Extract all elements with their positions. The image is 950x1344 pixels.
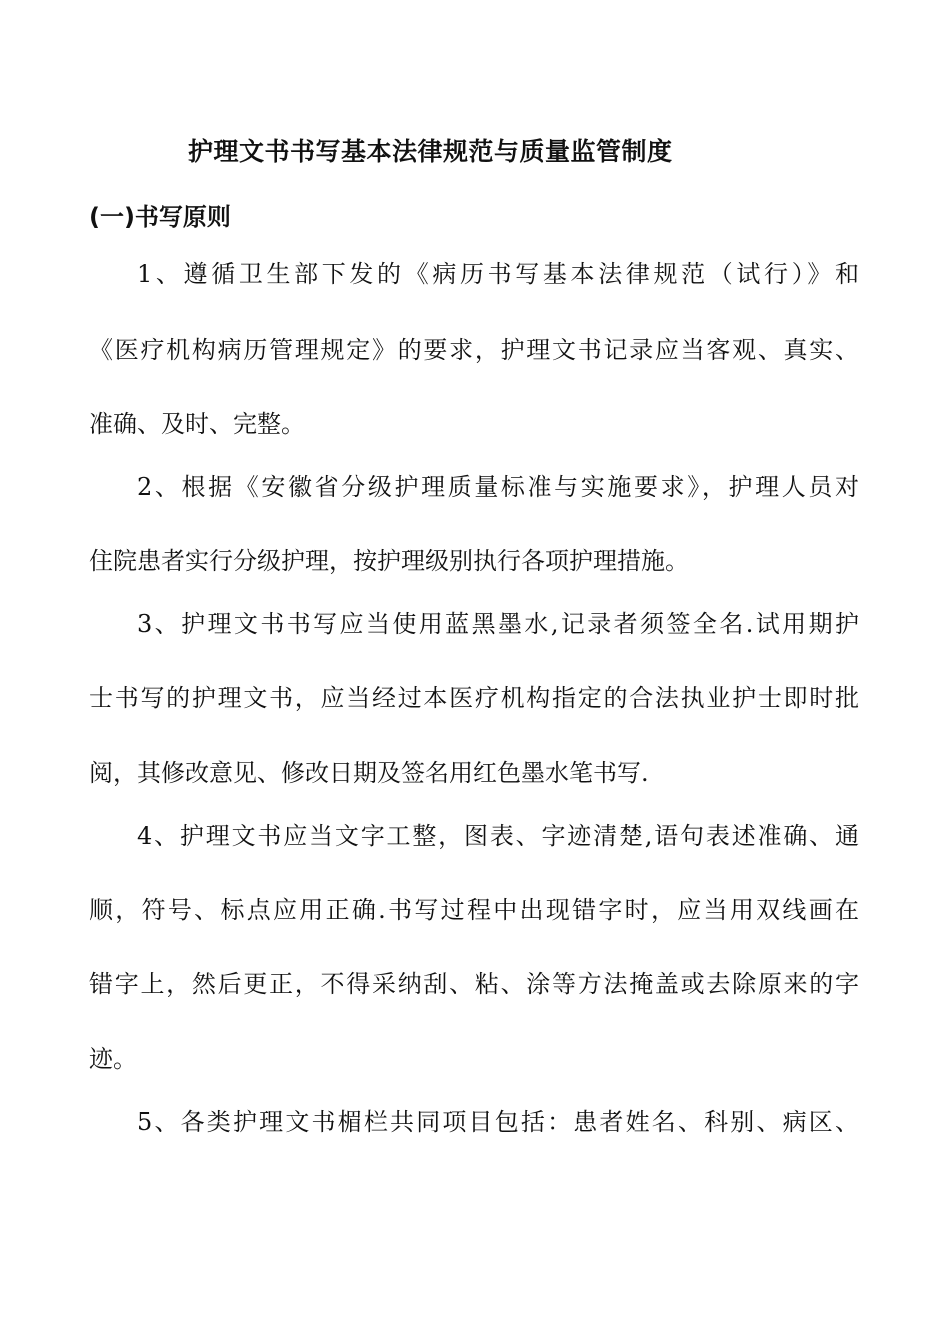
paragraph-1-line-2: 《医疗机构病历管理规定》的要求，护理文书记录应当客观、真实、 xyxy=(89,336,859,364)
paragraph-1-line-1: 1、遵循卫生部下发的《病历书写基本法律规范（试行）》和 xyxy=(137,260,859,288)
paragraph-3-line-3: 阅，其修改意见、修改日期及签名用红色墨水笔书写. xyxy=(89,759,649,787)
paragraph-4-line-2: 顺，符号、标点应用正确.书写过程中出现错字时，应当用双线画在 xyxy=(89,896,859,924)
section-heading: (一)书写原则 xyxy=(89,203,231,231)
paragraph-4-line-1: 4、护理文书应当文字工整，图表、字迹清楚,语句表述准确、通 xyxy=(137,822,859,850)
paragraph-4-line-4: 迹。 xyxy=(89,1045,137,1073)
document-title: 护理文书书写基本法律规范与质量监管制度 xyxy=(188,137,673,166)
paragraph-5-line-1: 5、各类护理文书楣栏共同项目包括：患者姓名、科别、病区、 xyxy=(137,1108,859,1136)
paragraph-1-line-3: 准确、及时、完整。 xyxy=(89,410,305,438)
paragraph-3-line-1: 3、护理文书书写应当使用蓝黑墨水,记录者须签全名.试用期护 xyxy=(137,610,859,638)
paragraph-3-line-2: 士书写的护理文书，应当经过本医疗机构指定的合法执业护士即时批 xyxy=(89,684,859,712)
paragraph-2-line-1: 2、根据《安徽省分级护理质量标准与实施要求》，护理人员对 xyxy=(137,473,859,501)
paragraph-2-line-2: 住院患者实行分级护理，按护理级别执行各项护理措施。 xyxy=(89,547,689,575)
paragraph-4-line-3: 错字上，然后更正，不得采纳刮、粘、涂等方法掩盖或去除原来的字 xyxy=(89,970,859,998)
